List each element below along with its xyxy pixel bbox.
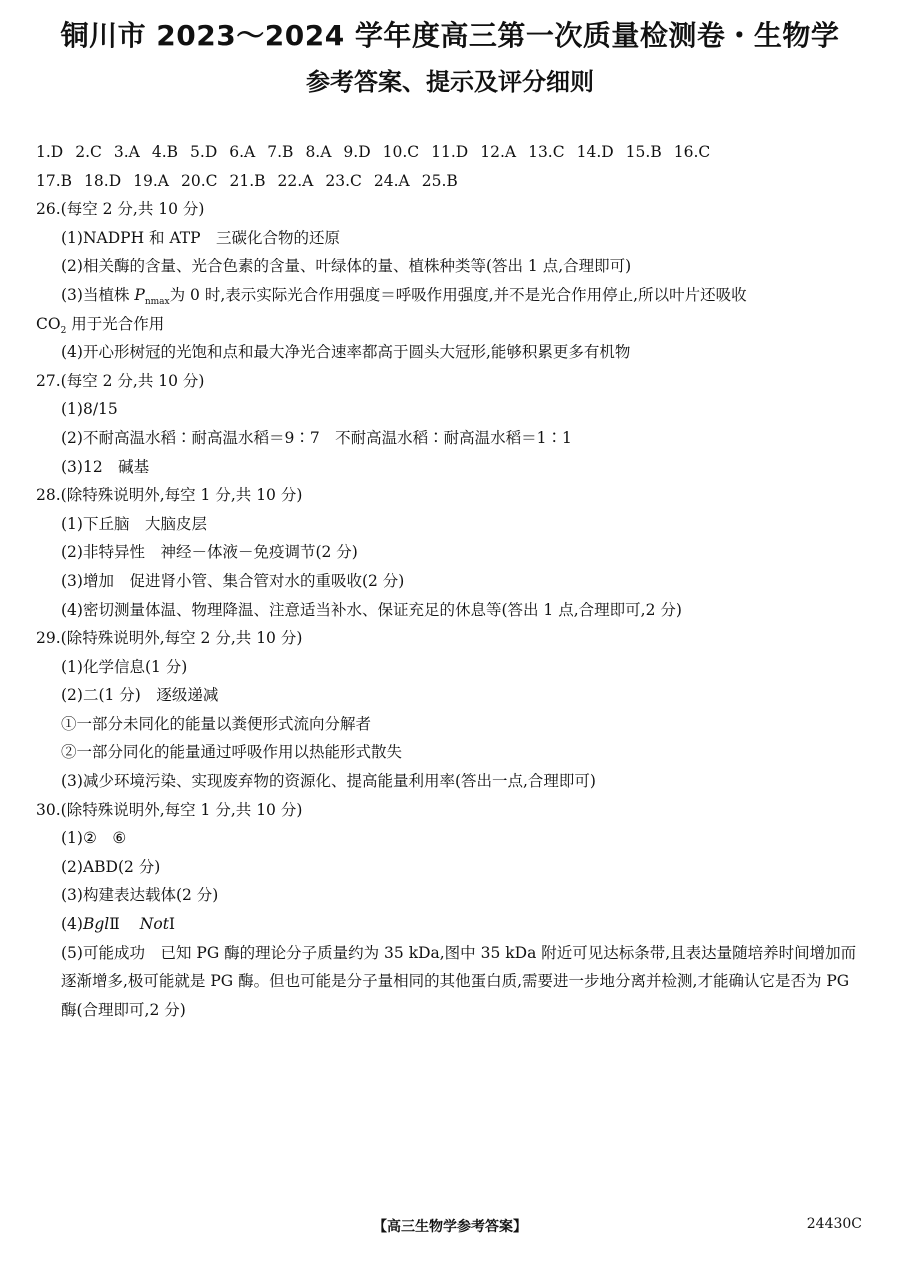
- q26-a3-prefix: (3)当植株: [61, 285, 135, 304]
- choice-answer: 24.A: [373, 171, 410, 190]
- q26-a3-symbol: P: [134, 285, 145, 304]
- q30-heading: 30.(除特殊说明外,每空 1 分,共 10 分): [36, 800, 303, 819]
- q26-answer-4: (4)开心形树冠的光饱和点和最大净光合速率都高于圆头大冠形,能够积累更多有机物: [61, 343, 631, 362]
- choice-answer: 13.C: [528, 143, 565, 161]
- q26-answer-1: (1)NADPH 和 ATP 三碳化合物的还原: [61, 228, 341, 247]
- q28-heading: 28.(除特殊说明外,每空 1 分,共 10 分): [36, 486, 303, 505]
- q26-co2: CO: [36, 314, 61, 333]
- choice-answer: 23.C: [325, 171, 362, 190]
- choice-answer: 15.B: [625, 143, 662, 161]
- footer-label: 【高三生物学参考答案】: [373, 1219, 527, 1235]
- q30-answer-2: (2)ABD(2 分): [61, 857, 161, 876]
- choice-answer: 21.B: [229, 171, 266, 190]
- answer-content: [36, 138, 866, 1024]
- q29-answer-2-point-1: ①一部分未同化的能量以粪便形式流向分解者: [61, 714, 372, 733]
- choice-answer: 1.D: [36, 143, 64, 161]
- q29-answer-2: (2)二(1 分) 逐级递减: [61, 686, 219, 705]
- q27-answer-2: (2)不耐高温水稻∶耐高温水稻＝9∶7 不耐高温水稻∶耐高温水稻＝1∶1: [61, 428, 572, 447]
- document-code: 24430C: [806, 1216, 862, 1232]
- choice-answer: 12.A: [480, 143, 517, 161]
- q30-answer-4: [36, 910, 866, 939]
- q26-answer-3-cont: [36, 310, 866, 339]
- choice-answer: 14.D: [576, 143, 614, 161]
- q30-answer-5: (5)可能成功 已知 PG 酶的理论分子质量约为 35 kDa,图中 35 kDa 附近可见达标条带,且表达量随培养时间增加而逐渐增多,极可能就是 PG 酶。但也可能是分子量相同的其他蛋白质,需要进一步地分离并检测,才能确认它是否为 PG 酶(合理即可,2 分): [61, 943, 857, 1019]
- choice-answer: 5.D: [190, 143, 218, 161]
- choice-answer: 2.C: [75, 143, 102, 161]
- q29-heading: 29.(除特殊说明外,每空 2 分,共 10 分): [36, 629, 303, 648]
- q28-answer-4: (4)密切测量体温、物理降温、注意适当补水、保证充足的休息等(答出 1 点,合理即可,2 分): [61, 600, 682, 619]
- q30-answer-1: (1)② ⑥: [61, 829, 127, 848]
- choice-answer: 17.B: [36, 171, 73, 190]
- q26-a3-text: 为 0 时,表示实际光合作用强度＝呼吸作用强度,并不是光合作用停止,所以叶片还吸收: [169, 285, 747, 304]
- q27-heading: 27.(每空 2 分,共 10 分): [36, 371, 205, 390]
- q26-heading: 26.(每空 2 分,共 10 分): [36, 200, 205, 219]
- q30-answer-3: (3)构建表达载体(2 分): [61, 886, 219, 905]
- q26-a3-end: 用于光合作用: [66, 314, 165, 333]
- choice-answer: 6.A: [229, 143, 256, 161]
- choice-answer: 8.A: [305, 143, 332, 161]
- q27-answer-1: (1)8/15: [61, 400, 118, 419]
- q29-answer-2-point-2: ②一部分同化的能量通过呼吸作用以热能形式散失: [61, 743, 403, 762]
- choice-answer: 16.C: [673, 143, 711, 161]
- q26-co2-subscript: 2: [60, 325, 67, 336]
- q30-enzyme-bgl-suffix: Ⅱ: [109, 915, 120, 934]
- choice-answer: 10.C: [382, 143, 420, 161]
- page-subtitle: 参考答案、提示及评分细则: [306, 68, 594, 96]
- choice-answer: 18.D: [84, 171, 122, 190]
- q30-enzyme-bgl: Bgl: [82, 915, 110, 934]
- q26-answer-3: [36, 281, 866, 310]
- q28-answer-3: (3)增加 促进肾小管、集合管对水的重吸收(2 分): [61, 571, 405, 590]
- q30-enzyme-not-suffix: Ⅰ: [168, 915, 176, 934]
- choice-answer: 22.A: [277, 171, 314, 190]
- q26-a3-subscript: nmax: [144, 297, 170, 308]
- choice-answer: 4.B: [151, 143, 179, 161]
- q29-answer-3: (3)减少环境污染、实现废弃物的资源化、提高能量利用率(答出一点,合理即可): [61, 772, 596, 791]
- choice-answer: 3.A: [113, 143, 140, 161]
- choice-answer: 25.B: [421, 171, 458, 190]
- q28-answer-2: (2)非特异性 神经－体液－免疫调节(2 分): [61, 543, 358, 562]
- q30-a4-prefix: (4): [61, 915, 83, 934]
- q26-answer-2: (2)相关酶的含量、光合色素的含量、叶绿体的量、植株种类等(答出 1 点,合理即可): [61, 257, 632, 276]
- choice-answers-row-1: [36, 138, 866, 167]
- choice-answer: 11.D: [431, 143, 469, 161]
- choice-answer: 7.B: [267, 143, 294, 161]
- q29-answer-1: (1)化学信息(1 分): [61, 657, 188, 676]
- page-title: 铜川市 2023～2024 学年度高三第一次质量检测卷・生物学: [60, 19, 840, 52]
- q30-enzyme-not: Not: [139, 915, 169, 934]
- q27-answer-3: (3)12 碱基: [61, 457, 150, 476]
- choice-answer: 9.D: [343, 143, 371, 161]
- choice-answer: 20.C: [180, 171, 218, 190]
- choice-answer: 19.A: [133, 171, 169, 190]
- choice-answers-row-2: [36, 167, 866, 196]
- q28-answer-1: (1)下丘脑 大脑皮层: [61, 514, 207, 533]
